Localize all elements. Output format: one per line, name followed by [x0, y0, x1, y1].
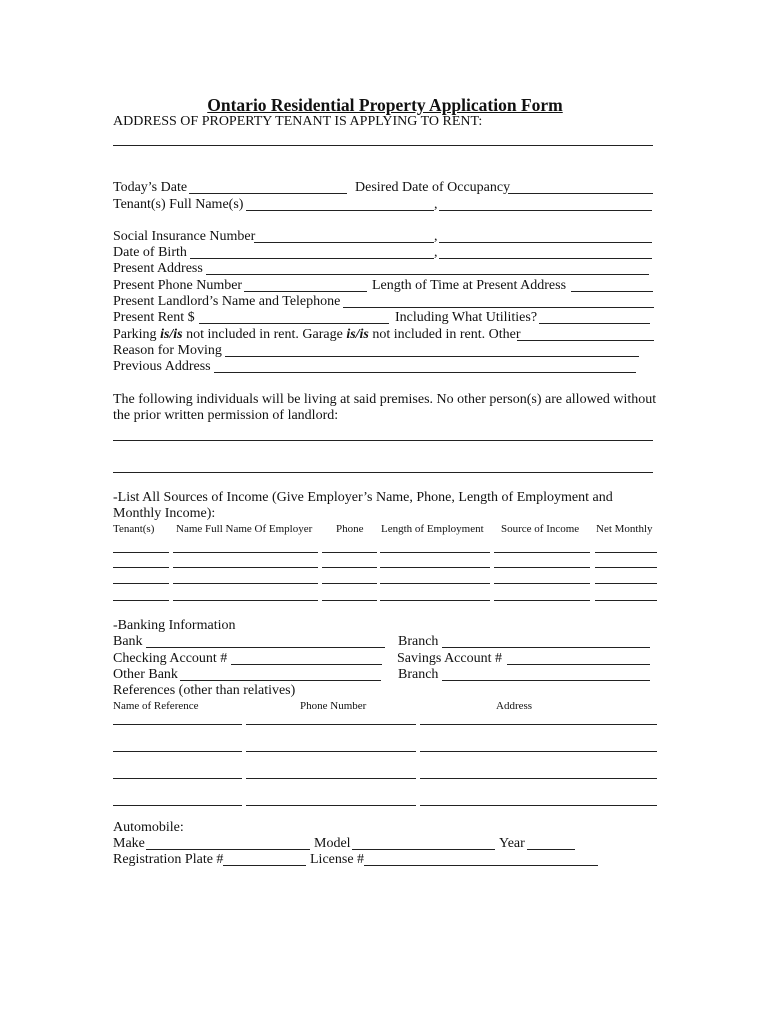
income-cell[interactable] — [173, 583, 318, 584]
automobile-heading: Automobile: — [113, 820, 184, 835]
ref-col-name: Name of Reference — [113, 700, 199, 712]
plate-label: Registration Plate # — [113, 852, 224, 867]
sin-label: Social Insurance Number — [113, 229, 256, 244]
length-at-address-label: Length of Time at Present Address — [372, 278, 567, 293]
model-label: Model — [314, 836, 351, 851]
year-field[interactable] — [527, 849, 575, 850]
income-cell[interactable] — [322, 567, 377, 568]
income-col-length: Length of Employment — [381, 523, 484, 535]
ref-cell[interactable] — [420, 724, 657, 725]
ref-cell[interactable] — [113, 751, 242, 752]
occupants-text-1: The following individuals will be living at said premises. No other person(s) are allowed without — [113, 392, 657, 407]
ref-cell[interactable] — [420, 805, 657, 806]
landlord-label: Present Landlord’s Name and Telephone — [113, 294, 341, 309]
todays-date-field[interactable] — [189, 193, 347, 194]
income-cell[interactable] — [173, 567, 318, 568]
tenant-name-field-2[interactable] — [439, 210, 652, 211]
savings-label: Savings Account # — [397, 651, 502, 666]
comma: , — [434, 245, 438, 260]
income-cell[interactable] — [595, 552, 657, 553]
other-included-field[interactable] — [517, 340, 654, 341]
income-cell[interactable] — [595, 567, 657, 568]
income-col-net: Net Monthly — [596, 523, 653, 535]
dob-label: Date of Birth — [113, 245, 187, 260]
parking-prefix: Parking — [113, 327, 161, 342]
length-at-address-field[interactable] — [571, 291, 653, 292]
branch-label: Branch — [398, 634, 439, 649]
occupants-text-2: the prior written permission of landlord: — [113, 408, 339, 423]
income-cell[interactable] — [322, 552, 377, 553]
landlord-field[interactable] — [343, 307, 654, 308]
references-heading: References (other than relatives) — [113, 683, 296, 698]
income-heading-2: Monthly Income): — [113, 506, 216, 521]
desired-date-label: Desired Date of Occupancy — [355, 180, 511, 195]
ref-cell[interactable] — [113, 805, 242, 806]
comma: , — [434, 229, 438, 244]
income-cell[interactable] — [380, 552, 490, 553]
present-address-label: Present Address — [113, 261, 203, 276]
present-phone-label: Present Phone Number — [113, 278, 243, 293]
other-bank-field[interactable] — [180, 680, 381, 681]
income-cell[interactable] — [595, 600, 657, 601]
comma: , — [434, 197, 438, 212]
income-cell[interactable] — [113, 583, 169, 584]
present-rent-label: Present Rent $ — [113, 310, 195, 325]
income-cell[interactable] — [113, 600, 169, 601]
present-phone-field[interactable] — [244, 291, 367, 292]
form-title: Ontario Residential Property Application Form — [207, 95, 563, 115]
income-cell[interactable] — [113, 567, 169, 568]
parking-suffix: not included in rent. Other — [368, 327, 521, 342]
occupants-field-2[interactable] — [113, 472, 653, 473]
dob-field-1[interactable] — [190, 258, 434, 259]
income-cell[interactable] — [113, 552, 169, 553]
license-label: License # — [310, 852, 365, 867]
ref-cell[interactable] — [246, 724, 416, 725]
income-cell[interactable] — [494, 583, 590, 584]
model-field[interactable] — [352, 849, 495, 850]
branch2-field[interactable] — [442, 680, 650, 681]
income-cell[interactable] — [322, 583, 377, 584]
ref-cell[interactable] — [246, 805, 416, 806]
plate-field[interactable] — [223, 865, 306, 866]
parking-garage-line — [113, 327, 521, 343]
other-bank-label: Other Bank — [113, 667, 178, 682]
present-rent-field[interactable] — [199, 323, 389, 324]
ref-cell[interactable] — [246, 751, 416, 752]
property-address-field[interactable] — [113, 145, 653, 146]
income-cell[interactable] — [494, 552, 590, 553]
income-heading-1: -List All Sources of Income (Give Employer’s Name, Phone, Length of Employment and — [113, 490, 613, 505]
utilities-field[interactable] — [539, 323, 650, 324]
income-col-phone: Phone — [336, 523, 364, 535]
year-label: Year — [499, 836, 525, 851]
income-cell[interactable] — [380, 583, 490, 584]
make-label: Make — [113, 836, 145, 851]
ref-cell[interactable] — [113, 724, 242, 725]
todays-date-label: Today’s Date — [113, 180, 188, 195]
ref-cell[interactable] — [246, 778, 416, 779]
garage-is-is[interactable]: is/is — [346, 327, 369, 342]
license-field[interactable] — [364, 865, 598, 866]
income-cell[interactable] — [173, 552, 318, 553]
reason-label: Reason for Moving — [113, 343, 222, 358]
sin-field-2[interactable] — [439, 242, 652, 243]
ref-cell[interactable] — [420, 751, 657, 752]
income-cell[interactable] — [595, 583, 657, 584]
parking-mid: not included in rent. Garage — [182, 327, 347, 342]
income-cell[interactable] — [322, 600, 377, 601]
ref-col-address: Address — [496, 700, 533, 712]
property-address-label: ADDRESS OF PROPERTY TENANT IS APPLYING TO RENT: — [113, 114, 483, 129]
tenant-name-field-1[interactable] — [246, 210, 434, 211]
income-col-tenants: Tenant(s) — [113, 523, 155, 535]
income-col-employer: Name Full Name Of Employer — [176, 523, 313, 535]
occupants-field-1[interactable] — [113, 440, 653, 441]
checking-field[interactable] — [231, 664, 382, 665]
present-address-field[interactable] — [206, 274, 649, 275]
banking-heading: -Banking Information — [113, 618, 236, 633]
income-cell[interactable] — [380, 567, 490, 568]
parking-is-is[interactable]: is/is — [160, 327, 183, 342]
income-cell[interactable] — [494, 600, 590, 601]
previous-address-field[interactable] — [214, 372, 636, 373]
bank-label: Bank — [113, 634, 143, 649]
reason-field[interactable] — [225, 356, 639, 357]
checking-label: Checking Account # — [113, 651, 228, 666]
income-cell[interactable] — [173, 600, 318, 601]
desired-date-field[interactable] — [508, 193, 653, 194]
utilities-label: Including What Utilities? — [395, 310, 538, 325]
income-col-source: Source of Income — [501, 523, 580, 535]
income-cell[interactable] — [494, 567, 590, 568]
branch-field[interactable] — [442, 647, 650, 648]
dob-field-2[interactable] — [439, 258, 652, 259]
ref-cell[interactable] — [113, 778, 242, 779]
tenant-names-label: Tenant(s) Full Name(s) — [113, 197, 244, 212]
income-cell[interactable] — [380, 600, 490, 601]
savings-field[interactable] — [507, 664, 650, 665]
ref-cell[interactable] — [420, 778, 657, 779]
sin-field-1[interactable] — [254, 242, 434, 243]
bank-field[interactable] — [146, 647, 385, 648]
previous-address-label: Previous Address — [113, 359, 211, 374]
make-field[interactable] — [146, 849, 310, 850]
branch2-label: Branch — [398, 667, 439, 682]
ref-col-phone: Phone Number — [300, 700, 367, 712]
